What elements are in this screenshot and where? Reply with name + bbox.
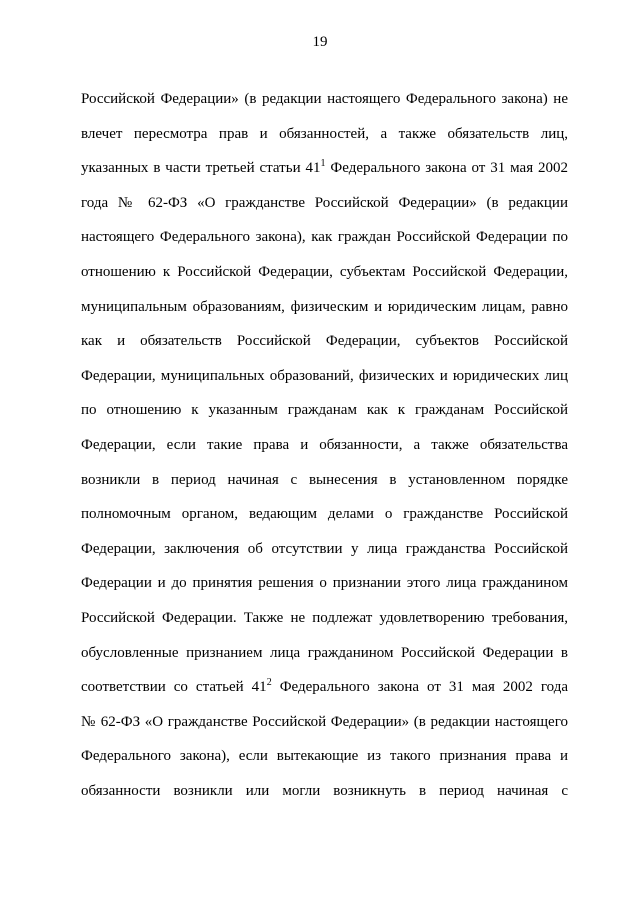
text-line-6: отношению к Российской Федерации, субъектам Российской Федерации, (81, 263, 568, 280)
text-line-17: обусловленные признанием лица гражданином Российской Федерации в (81, 644, 568, 661)
text-line-19: № 62-ФЗ «О гражданстве Российской Федерации» (в редакции настоящего (81, 713, 568, 730)
superscript: 1 (320, 158, 326, 170)
text-line-16: Российской Федерации. Также не подлежат удовлетворению требования, (81, 609, 568, 626)
text-line-20: Федерального закона), если вытекающие из такого признания права и (81, 748, 568, 765)
text-line-2: влечет пересмотра прав и обязанностей, а также обязательств лиц, (81, 125, 568, 142)
text-line-1: Российской Федерации» (в редакции настоящего Федерального закона) не (81, 91, 568, 107)
text-line-3: указанных в части третьей статьи $41^1$ Федерального закона от 31 мая 2002 (81, 158, 568, 177)
text-line-12: возникли в период начиная с вынесения в установленном порядке (81, 471, 568, 488)
superscript: 2 (266, 677, 272, 689)
text-line-14: Федерации, заключения об отсутствии у лица гражданства Российской (81, 540, 568, 557)
text-line-13: полномочным органом, ведающим делами о гражданстве Российской (81, 506, 568, 523)
text-line-5: настоящего Федерального закона), как граждан Российской Федерации по (81, 229, 568, 246)
text-line-18: соответствии со статьей $41^2$ Федерального закона от 31 мая 2002 года (81, 677, 568, 696)
text-line-7: муниципальным образованиям, физическим и юридическим лицам, равно (81, 298, 568, 315)
body-text (81, 82, 568, 808)
text-line-11: Федерации, если такие права и обязанности, а также обязательства (81, 436, 568, 453)
text-line-15: Федерации и до принятия решения о признании этого лица гражданином (81, 575, 568, 592)
text-line-8: как и обязательств Российской Федерации, субъектов Российской (81, 333, 568, 350)
page-number: 19 (312, 34, 328, 50)
text-line-21: обязанности возникли или могли возникнуть в период начиная с (81, 782, 568, 799)
text-line-10: по отношению к указанным гражданам как к гражданам Российской (81, 402, 568, 419)
text-line-4: года № 62-ФЗ «О гражданстве Российской Федерации» (в редакции (81, 194, 568, 211)
text-line-9: Федерации, муниципальных образований, физических и юридических лиц (81, 367, 568, 384)
